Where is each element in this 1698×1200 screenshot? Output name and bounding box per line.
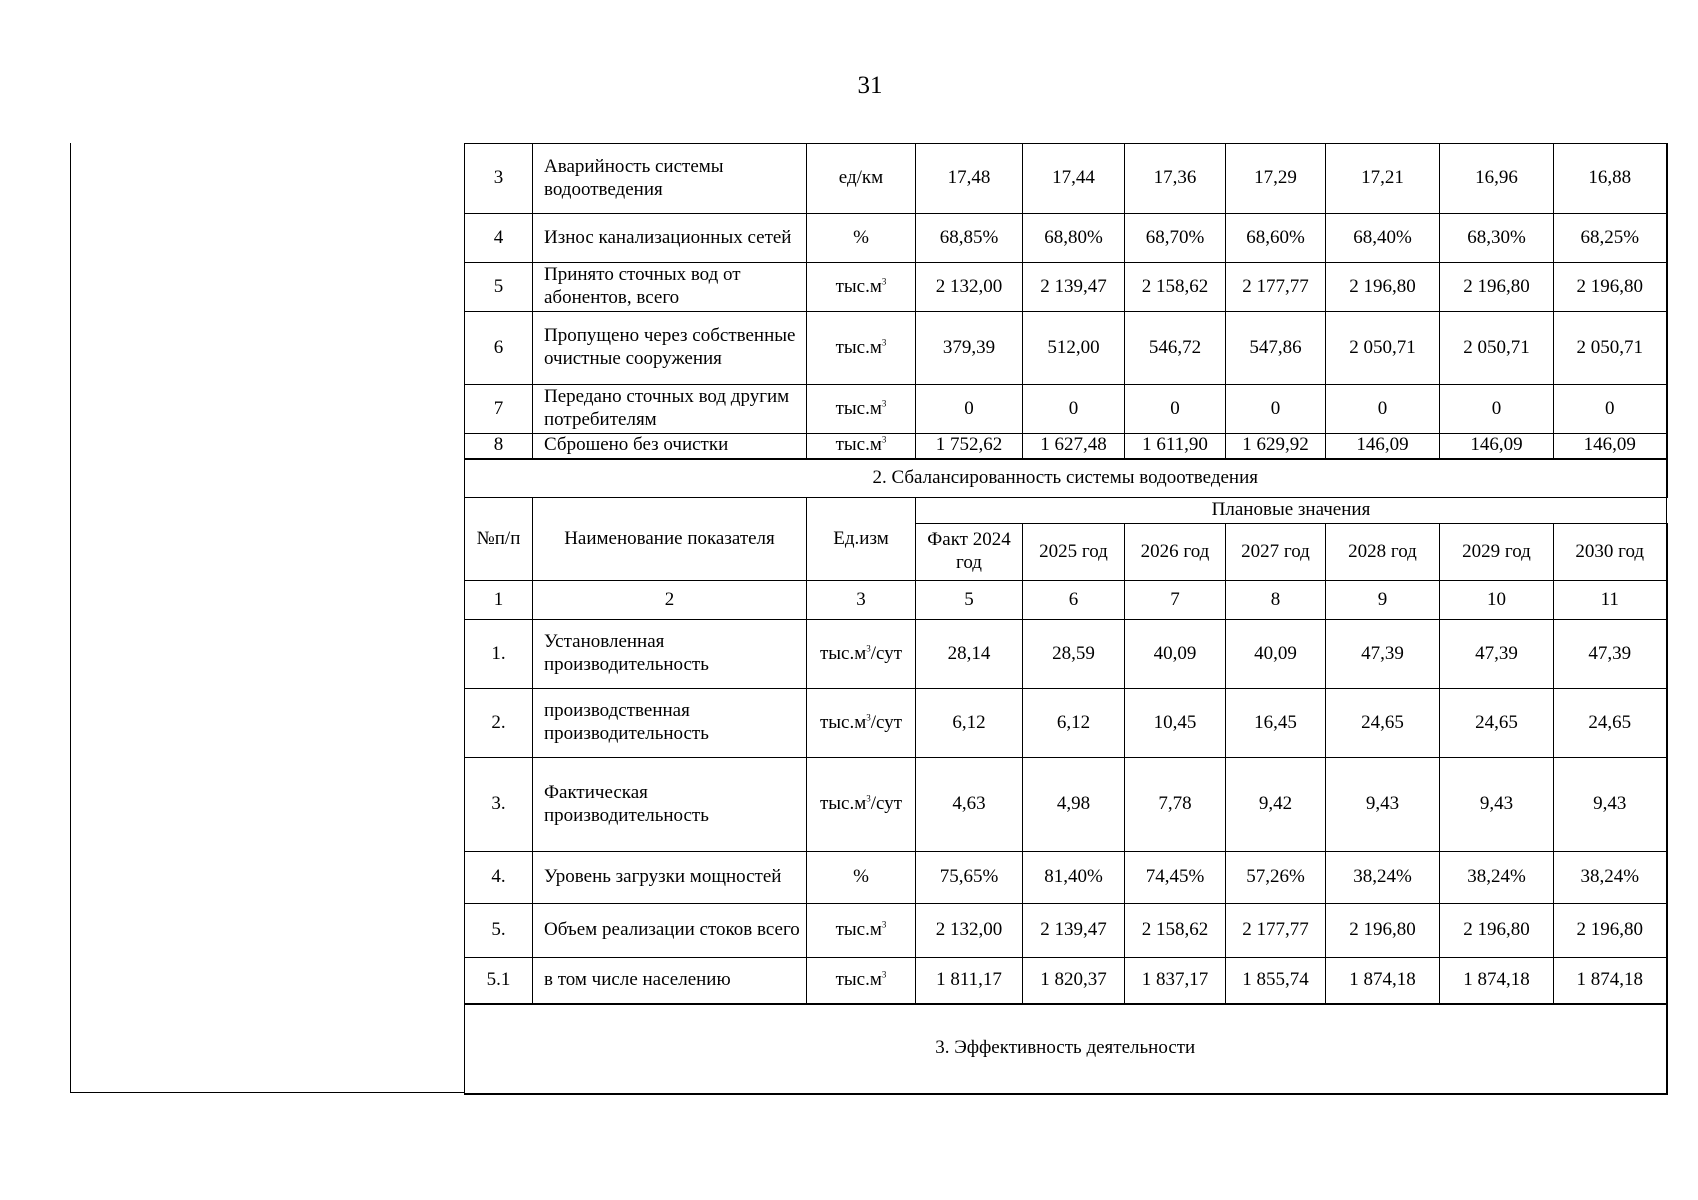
value-cell: 24,65 — [1554, 689, 1667, 758]
indicator-name: Пропущено через собственные очистные сооружения — [533, 312, 807, 385]
value-cell: 9,43 — [1554, 758, 1667, 852]
value-cell: 68,30% — [1440, 214, 1554, 263]
value-cell: 68,70% — [1125, 214, 1226, 263]
indicator-name: Объем реализации стоков всего — [533, 904, 807, 958]
row-number: 5. — [465, 904, 533, 958]
value-cell: 40,09 — [1125, 620, 1226, 689]
table-row — [465, 758, 1667, 852]
value-cell: 146,09 — [1440, 434, 1554, 459]
value-cell: 17,44 — [1023, 144, 1125, 214]
value-cell: 379,39 — [916, 312, 1023, 385]
indicator-name: Аварийность системы водоотведения — [533, 144, 807, 214]
table-row — [465, 904, 1667, 958]
table-row — [465, 385, 1667, 434]
value-cell: 0 — [1023, 385, 1125, 434]
row-number: 4. — [465, 852, 533, 904]
value-cell: 146,09 — [1326, 434, 1440, 459]
column-number: 2 — [533, 581, 807, 620]
value-cell: 2 158,62 — [1125, 904, 1226, 958]
value-cell: 47,39 — [1326, 620, 1440, 689]
value-cell: 57,26% — [1226, 852, 1326, 904]
value-cell: 28,14 — [916, 620, 1023, 689]
value-cell: 2 177,77 — [1226, 263, 1326, 312]
unit-cell: $тыс.м^3$/сут — [807, 689, 916, 758]
value-cell: 2 196,80 — [1554, 904, 1667, 958]
indicator-name: в том числе населению — [533, 958, 807, 1004]
value-cell: 2 050,71 — [1440, 312, 1554, 385]
value-cell: 40,09 — [1226, 620, 1326, 689]
value-cell: 9,43 — [1326, 758, 1440, 852]
section2-header — [465, 459, 1667, 620]
unit-cell: $тыс.м^3$/сут — [807, 620, 916, 689]
value-cell: 74,45% — [1125, 852, 1226, 904]
table-row — [465, 214, 1667, 263]
unit-cell: % — [807, 852, 916, 904]
value-cell: 1 874,18 — [1554, 958, 1667, 1004]
table-row — [465, 434, 1667, 459]
value-cell: 1 820,37 — [1023, 958, 1125, 1004]
section3-header — [465, 1004, 1667, 1094]
row-number: 2. — [465, 689, 533, 758]
value-cell: 9,43 — [1440, 758, 1554, 852]
section2-title: 2. Сбалансированность системы водоотведения — [465, 459, 1667, 498]
header-planned: Плановые значения — [916, 498, 1667, 524]
table-row — [465, 263, 1667, 312]
value-cell: 2 158,62 — [1125, 263, 1226, 312]
unit-cell: $тыс.м^3$ — [807, 904, 916, 958]
value-cell: 16,45 — [1226, 689, 1326, 758]
value-cell: 38,24% — [1554, 852, 1667, 904]
value-cell: 17,48 — [916, 144, 1023, 214]
column-number: 3 — [807, 581, 916, 620]
value-cell: 2 132,00 — [916, 904, 1023, 958]
table-row — [465, 852, 1667, 904]
value-cell: 2 050,71 — [1554, 312, 1667, 385]
value-cell: 6,12 — [916, 689, 1023, 758]
value-cell: 1 874,18 — [1440, 958, 1554, 1004]
header-num: №п/п — [465, 498, 533, 581]
column-number-row — [465, 581, 1667, 620]
column-number: 8 — [1226, 581, 1326, 620]
unit-cell: ед/км — [807, 144, 916, 214]
value-cell: 9,42 — [1226, 758, 1326, 852]
value-cell: 0 — [1226, 385, 1326, 434]
table-row — [465, 144, 1667, 214]
indicators-table — [464, 143, 1668, 1095]
value-cell: 38,24% — [1326, 852, 1440, 904]
unit-cell: $тыс.м^3$ — [807, 263, 916, 312]
header-year: 2029 год — [1440, 524, 1554, 581]
table-row — [465, 689, 1667, 758]
value-cell: 10,45 — [1125, 689, 1226, 758]
header-year: 2026 год — [1125, 524, 1226, 581]
value-cell: 2 196,80 — [1326, 263, 1440, 312]
unit-cell: $тыс.м^3$ — [807, 434, 916, 459]
value-cell: 0 — [1554, 385, 1667, 434]
value-cell: 16,88 — [1554, 144, 1667, 214]
value-cell: 17,29 — [1226, 144, 1326, 214]
value-cell: 2 139,47 — [1023, 263, 1125, 312]
column-number: 5 — [916, 581, 1023, 620]
row-number: 3. — [465, 758, 533, 852]
column-number: 10 — [1440, 581, 1554, 620]
value-cell: 1 752,62 — [916, 434, 1023, 459]
row-number: 5 — [465, 263, 533, 312]
value-cell: 17,21 — [1326, 144, 1440, 214]
value-cell: 2 196,80 — [1326, 904, 1440, 958]
value-cell: 16,96 — [1440, 144, 1554, 214]
value-cell: 38,24% — [1440, 852, 1554, 904]
indicator-name: Принято сточных вод от абонентов, всего — [533, 263, 807, 312]
value-cell: 0 — [1440, 385, 1554, 434]
indicator-name: Передано сточных вод другим потребителям — [533, 385, 807, 434]
page-number: 31 — [857, 72, 883, 99]
value-cell: 1 629,92 — [1226, 434, 1326, 459]
row-number: 8 — [465, 434, 533, 459]
value-cell: 24,65 — [1326, 689, 1440, 758]
value-cell: 28,59 — [1023, 620, 1125, 689]
row-number: 5.1 — [465, 958, 533, 1004]
unit-cell: % — [807, 214, 916, 263]
value-cell: 546,72 — [1125, 312, 1226, 385]
row-number: 4 — [465, 214, 533, 263]
value-cell: 75,65% — [916, 852, 1023, 904]
value-cell: 0 — [1125, 385, 1226, 434]
indicator-name: Установленная производительность — [533, 620, 807, 689]
value-cell: 24,65 — [1440, 689, 1554, 758]
header-fact: Факт 2024 год — [916, 524, 1023, 581]
header-year: 2030 год — [1554, 524, 1667, 581]
unit-cell: $тыс.м^3$ — [807, 958, 916, 1004]
value-cell: 2 196,80 — [1440, 904, 1554, 958]
value-cell: 2 177,77 — [1226, 904, 1326, 958]
value-cell: 146,09 — [1554, 434, 1667, 459]
section1-rows — [465, 144, 1667, 459]
indicator-name: Фактическая производительность — [533, 758, 807, 852]
value-cell: 2 196,80 — [1554, 263, 1667, 312]
row-number: 6 — [465, 312, 533, 385]
value-cell: 47,39 — [1440, 620, 1554, 689]
column-number: 9 — [1326, 581, 1440, 620]
column-number: 6 — [1023, 581, 1125, 620]
value-cell: 1 837,17 — [1125, 958, 1226, 1004]
left-frame-border — [70, 143, 464, 1093]
row-number: 3 — [465, 144, 533, 214]
table-row — [465, 958, 1667, 1004]
value-cell: 81,40% — [1023, 852, 1125, 904]
value-cell: 1 855,74 — [1226, 958, 1326, 1004]
row-number: 7 — [465, 385, 533, 434]
value-cell: 2 196,80 — [1440, 263, 1554, 312]
value-cell: 68,60% — [1226, 214, 1326, 263]
column-number: 1 — [465, 581, 533, 620]
section2-rows — [465, 620, 1667, 1004]
value-cell: 1 611,90 — [1125, 434, 1226, 459]
column-number: 11 — [1554, 581, 1667, 620]
value-cell: 17,36 — [1125, 144, 1226, 214]
value-cell: 7,78 — [1125, 758, 1226, 852]
table-row — [465, 312, 1667, 385]
value-cell: 68,25% — [1554, 214, 1667, 263]
value-cell: 68,85% — [916, 214, 1023, 263]
value-cell: 1 627,48 — [1023, 434, 1125, 459]
column-number: 7 — [1125, 581, 1226, 620]
value-cell: 47,39 — [1554, 620, 1667, 689]
value-cell: 512,00 — [1023, 312, 1125, 385]
value-cell: 68,40% — [1326, 214, 1440, 263]
indicator-name: производственная производительность — [533, 689, 807, 758]
value-cell: 4,98 — [1023, 758, 1125, 852]
value-cell: 68,80% — [1023, 214, 1125, 263]
indicator-name: Уровень загрузки мощностей — [533, 852, 807, 904]
unit-cell: $тыс.м^3$/сут — [807, 758, 916, 852]
value-cell: 2 050,71 — [1326, 312, 1440, 385]
value-cell: 1 874,18 — [1326, 958, 1440, 1004]
row-number: 1. — [465, 620, 533, 689]
section3-title: 3. Эффективность деятельности — [465, 1004, 1667, 1094]
value-cell: 2 132,00 — [916, 263, 1023, 312]
indicator-name: Износ канализационных сетей — [533, 214, 807, 263]
indicator-name: Сброшено без очистки — [533, 434, 807, 459]
value-cell: 0 — [916, 385, 1023, 434]
unit-cell: $тыс.м^3$ — [807, 312, 916, 385]
value-cell: 6,12 — [1023, 689, 1125, 758]
table-row — [465, 620, 1667, 689]
value-cell: 0 — [1326, 385, 1440, 434]
unit-cell: $тыс.м^3$ — [807, 385, 916, 434]
header-year: 2028 год — [1326, 524, 1440, 581]
value-cell: 547,86 — [1226, 312, 1326, 385]
header-year: 2025 год — [1023, 524, 1125, 581]
value-cell: 1 811,17 — [916, 958, 1023, 1004]
value-cell: 2 139,47 — [1023, 904, 1125, 958]
value-cell: 4,63 — [916, 758, 1023, 852]
header-name: Наименование показателя — [533, 498, 807, 581]
header-year: 2027 год — [1226, 524, 1326, 581]
header-unit: Ед.изм — [807, 498, 916, 581]
